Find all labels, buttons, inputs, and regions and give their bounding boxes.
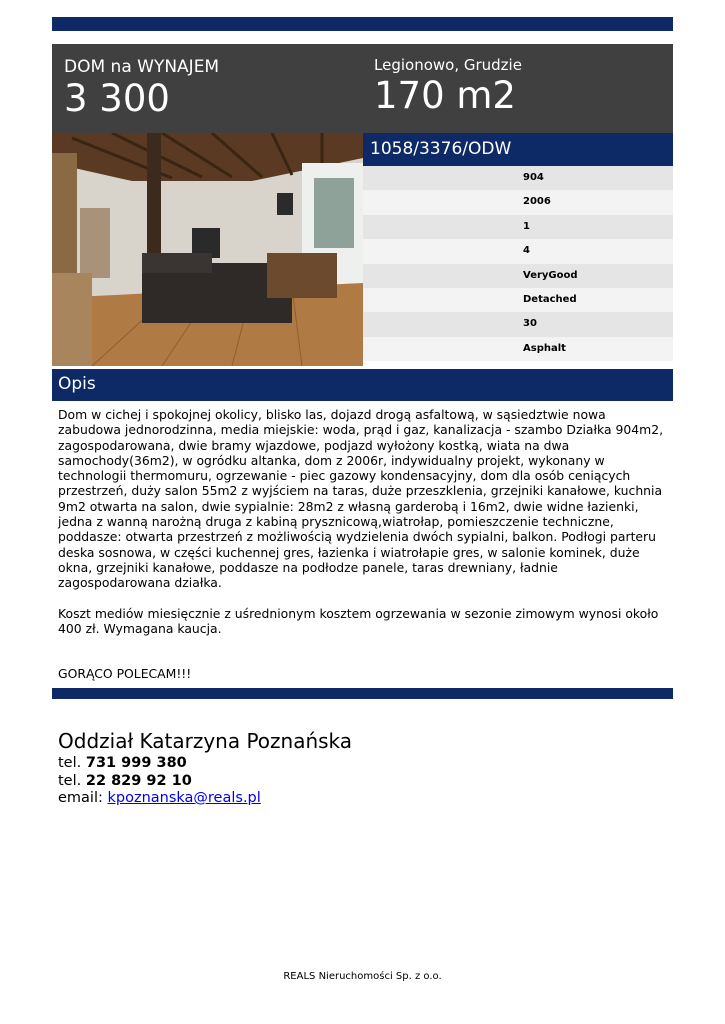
listing-location: Legionowo, Grudzie xyxy=(374,56,522,74)
description-paragraph: Dom w cichej i spokojnej okolicy, blisko las, dojazd drogą asfaltową, w sąsiedztwie nowa zabudowa jednorodzinna, media miejskie: woda, prąd i gaz, kanalizacja - szambo Działka 904m2, zagospodarowana, dwie bramy wjazdowe, podjazd wyłożony kostką, wiata na dwa samochody(36m2), w ogródku altanka, dom z 2006r, indywidualny projekt, wykonany w technologii thermomuru, ogrzewanie - piec gazowy kondensacyjny, dom dla osób ceniących przestrzeń, duży salon 55m2 z wyjściem na taras, duże przeszklenia, grzejniki kanałowe, kuchnia 9m2 otwarta na salon, dwie sypialnie: 28m2 z własną garderobą i 16m2, dwie widne łazienki, jedna z wanną narożną druga z kabiną prysznicową,wiatrołap, pomieszczenie techniczne, poddasze: otwarta przestrzeń z możliwością wydzielenia dwóch sypialni, balkon. Podłogi parteru deska sosnowa, w części kuchennej gres, łazienka i wiatrołapie gres, w salonie kominek, duże okna, grzejniki kanałowe, poddasze na podłodze panele, taras drewniany, ładnie zagospodarowana działka. xyxy=(58,407,664,591)
detail-row: Asphalt xyxy=(363,337,673,361)
footer-company: REALS Nieruchomości Sp. z o.o. xyxy=(283,971,442,982)
reference-number: 1058/3376/ODW xyxy=(363,133,673,166)
top-divider-bar xyxy=(52,17,673,31)
email-link[interactable]: kpoznanska@reals.pl xyxy=(107,790,261,806)
detail-row: 30 xyxy=(363,312,673,336)
phone-number: 22 829 92 10 xyxy=(85,772,192,789)
description-heading: Opis xyxy=(52,369,673,401)
living-room-photo xyxy=(52,133,363,366)
details-table xyxy=(363,166,673,361)
email-label: email: xyxy=(58,790,103,806)
description-body xyxy=(58,407,670,681)
phone-label: tel. xyxy=(58,755,82,771)
description-recommendation: GORĄCO POLECAM!!! xyxy=(58,666,192,682)
detail-row: 2006 xyxy=(363,190,673,214)
description-paragraph: Koszt mediów miesięcznie z uśrednionym kosztem ogrzewania w sezonie zimowym wynosi około 400 zł. Wymagana kaucja. xyxy=(58,605,659,636)
detail-row: 1 xyxy=(363,215,673,239)
listing-area: 170 m2 xyxy=(374,74,516,117)
office-name: Oddział Katarzyna Poznańska xyxy=(58,729,353,753)
phone-label: tel. xyxy=(58,772,82,789)
detail-row: 904 xyxy=(363,166,673,190)
listing-type: DOM na WYNAJEM xyxy=(64,57,220,77)
detail-row: VeryGood xyxy=(363,264,673,288)
detail-row: 4 xyxy=(363,239,673,263)
phone-number: 731 999 380 xyxy=(85,755,187,771)
phone-line xyxy=(58,755,352,773)
detail-row: Detached xyxy=(363,288,673,312)
section-divider-bar xyxy=(52,688,673,699)
phone-line xyxy=(58,773,352,791)
listing-header xyxy=(52,44,673,133)
listing-price: 3 300 xyxy=(64,77,170,120)
property-photo xyxy=(52,133,363,366)
contact-block xyxy=(58,729,352,808)
email-line xyxy=(58,790,352,808)
